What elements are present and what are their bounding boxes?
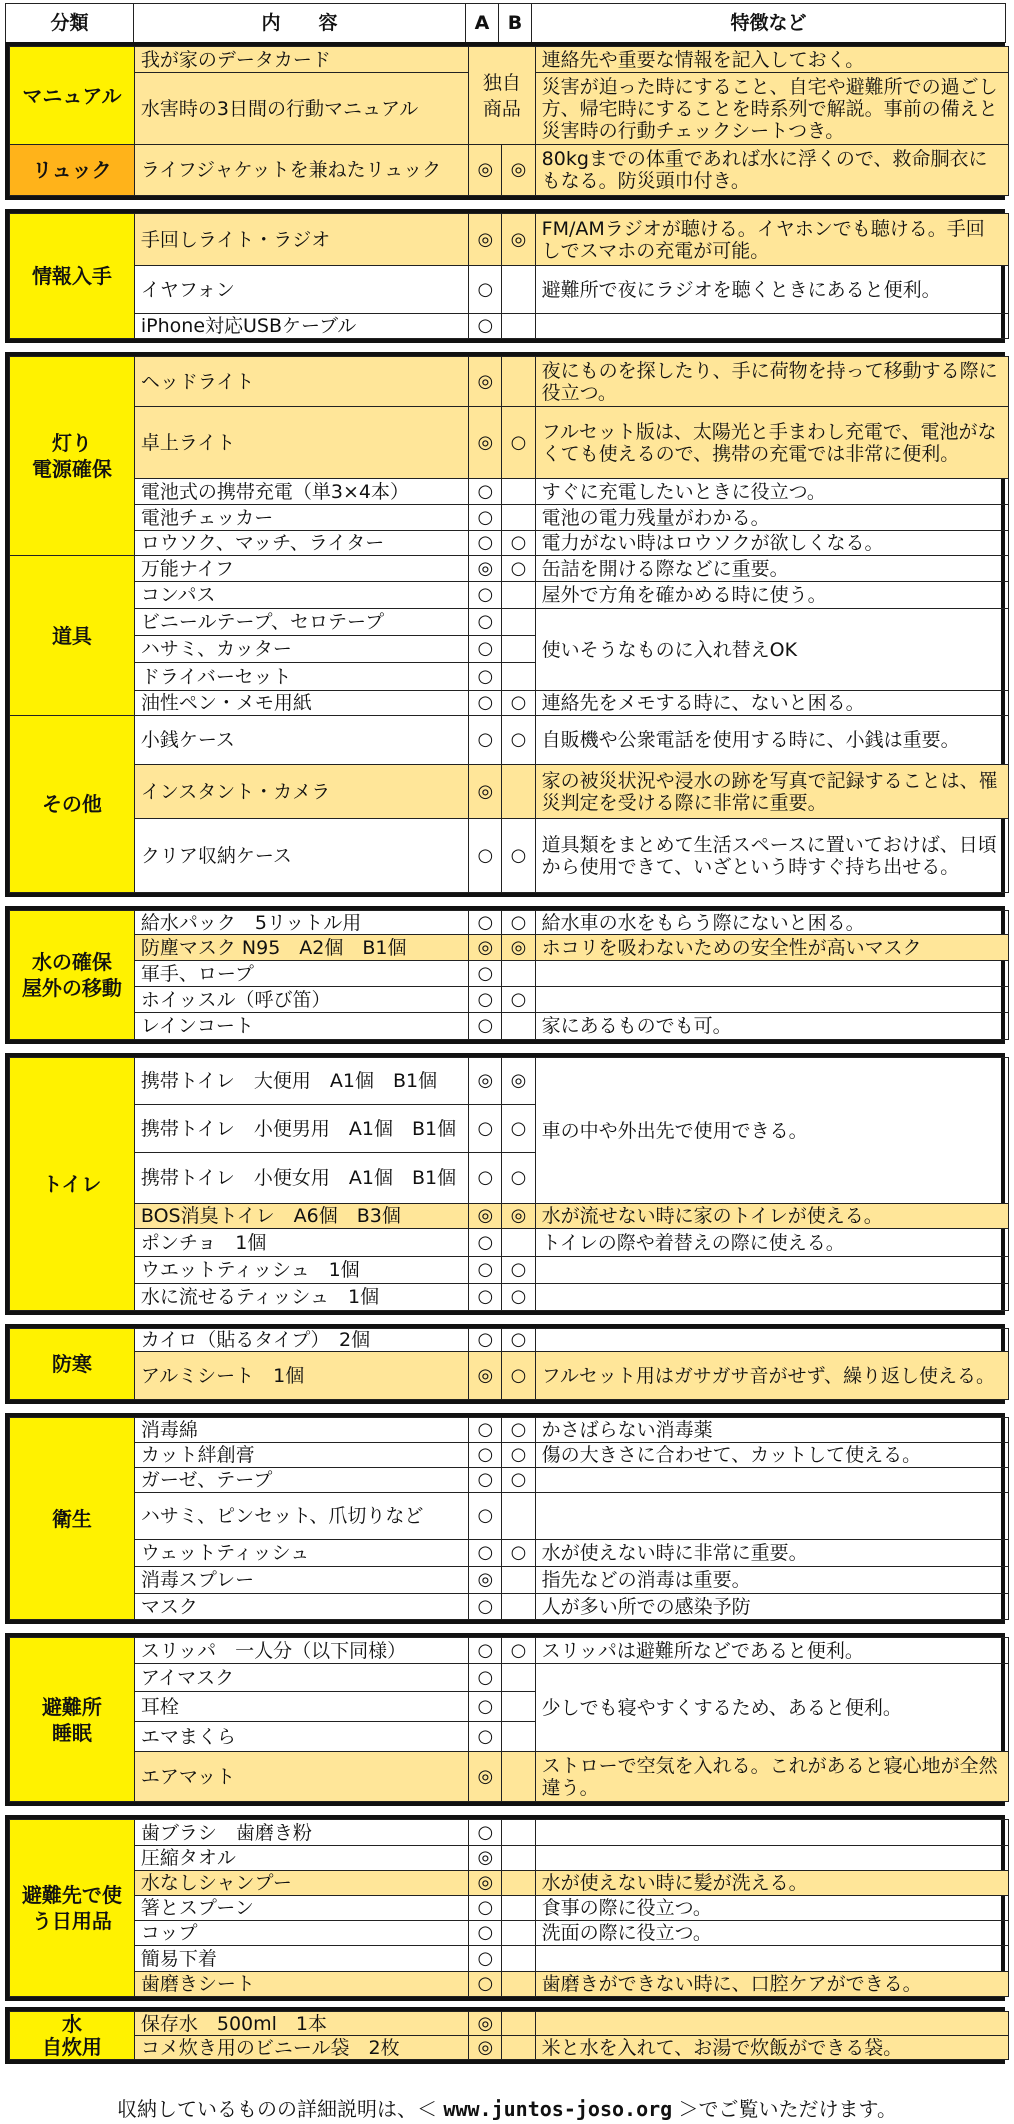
desc-cell: すぐに充電したいときに役立つ。 bbox=[535, 479, 1008, 505]
a-cell: ○ bbox=[469, 266, 502, 314]
item-cell: レインコート bbox=[134, 1013, 468, 1040]
b-cell bbox=[502, 636, 535, 663]
desc-cell: 食事の際に役立つ。 bbox=[535, 1896, 1008, 1921]
desc-cell bbox=[535, 961, 1008, 987]
a-cell: ◎ bbox=[469, 357, 502, 407]
footer-note bbox=[0, 2096, 1014, 2122]
ab-merged-cell bbox=[469, 47, 535, 145]
desc-cell: 車の中や外出先で使用できる。 bbox=[535, 1058, 1008, 1204]
header-features: 特徴など bbox=[532, 4, 1006, 43]
desc-cell: ストローで空気を入れる。これがあると寝心地が全然違う。 bbox=[535, 1752, 1008, 1802]
desc-cell: 自販機や公衆電話を使用する時に、小銭は重要。 bbox=[535, 716, 1008, 765]
item-cell: BOS消臭トイレ A6個 B3個 bbox=[134, 1204, 468, 1229]
item-cell: 軍手、ロープ bbox=[134, 961, 468, 987]
b-cell bbox=[502, 266, 535, 314]
a-cell: ○ bbox=[469, 1946, 502, 1972]
item-cell: ヘッドライト bbox=[134, 357, 468, 407]
b-cell: ○ bbox=[502, 1153, 535, 1204]
a-cell: ○ bbox=[469, 609, 502, 636]
a-cell: ◎ bbox=[469, 2036, 502, 2060]
desc-cell bbox=[535, 2012, 1008, 2036]
a-cell: ◎ bbox=[469, 1871, 502, 1896]
a-cell: ○ bbox=[469, 1664, 502, 1692]
desc-cell: かさばらない消毒薬 bbox=[535, 1418, 1008, 1443]
desc-cell bbox=[535, 1257, 1008, 1284]
desc-cell bbox=[535, 987, 1008, 1013]
item-cell: ハサミ、カッター bbox=[134, 636, 468, 663]
block-water-cooking bbox=[9, 2011, 1009, 2060]
desc-cell: ホコリを吸わないための安全性が高いマスク bbox=[535, 935, 1008, 961]
b-cell: ◎ bbox=[502, 1204, 535, 1229]
desc-cell: 屋外で方角を確かめる時に使う。 bbox=[535, 582, 1008, 609]
desc-cell: 水が流せない時に家のトイレが使える。 bbox=[535, 1204, 1008, 1229]
a-cell: ◎ bbox=[469, 1204, 502, 1229]
category-cell: リュック bbox=[10, 145, 135, 196]
header-b: B bbox=[499, 4, 532, 43]
item-cell: ウェットティッシュ bbox=[134, 1540, 468, 1567]
a-cell: ○ bbox=[469, 1921, 502, 1946]
a-cell: ○ bbox=[469, 582, 502, 609]
a-cell: ○ bbox=[469, 1722, 502, 1752]
item-cell: iPhone対応USBケーブル bbox=[134, 314, 468, 339]
desc-cell bbox=[535, 314, 1008, 339]
item-cell: 給水パック 5リットル用 bbox=[134, 911, 468, 935]
item-cell: マスク bbox=[134, 1594, 468, 1620]
item-cell: 消毒スプレー bbox=[134, 1567, 468, 1594]
b-cell bbox=[502, 357, 535, 407]
category-cell: 道具 bbox=[10, 556, 135, 716]
category-cell: 衛生 bbox=[10, 1418, 135, 1620]
b-cell: ◎ bbox=[502, 935, 535, 961]
item-cell: 耳栓 bbox=[134, 1692, 468, 1722]
a-cell: ○ bbox=[469, 1418, 502, 1443]
category-cell: 灯り 電源確保 bbox=[10, 357, 135, 556]
item-cell: ビニールテープ、セロテープ bbox=[134, 609, 468, 636]
block-cold bbox=[9, 1328, 1009, 1400]
a-cell: ◎ bbox=[469, 2012, 502, 2036]
b-cell: ○ bbox=[502, 691, 535, 716]
desc-cell bbox=[535, 1493, 1008, 1540]
item-cell: エアマット bbox=[134, 1752, 468, 1802]
a-cell: ◎ bbox=[469, 214, 502, 266]
a-cell: ○ bbox=[469, 663, 502, 691]
item-cell: ハサミ、ピンセット、爪切りなど bbox=[134, 1493, 468, 1540]
header-content: 内 容 bbox=[134, 4, 466, 43]
desc-cell: 避難所で夜にラジオを聴くときにあると便利。 bbox=[535, 266, 1008, 314]
b-cell: ○ bbox=[502, 1257, 535, 1284]
desc-cell bbox=[535, 1846, 1008, 1871]
a-cell: ○ bbox=[469, 1594, 502, 1620]
b-cell: ○ bbox=[502, 987, 535, 1013]
category-cell: 情報入手 bbox=[10, 214, 135, 339]
item-cell: アイマスク bbox=[134, 1664, 468, 1692]
a-cell: ○ bbox=[469, 479, 502, 505]
a-cell: ○ bbox=[469, 1153, 502, 1204]
desc-cell: 家の被災状況や浸水の跡を写真で記録することは、罹災判定を受ける際に非常に重要。 bbox=[535, 765, 1008, 819]
b-cell bbox=[502, 1493, 535, 1540]
item-cell: ガーゼ、テープ bbox=[134, 1468, 468, 1493]
a-cell: ◎ bbox=[469, 1058, 502, 1105]
item-cell: 消毒綿 bbox=[134, 1418, 468, 1443]
block-hygiene bbox=[9, 1417, 1009, 1620]
b-cell: ○ bbox=[502, 911, 535, 935]
b-cell bbox=[502, 314, 535, 339]
b-cell bbox=[502, 2036, 535, 2060]
b-cell: ◎ bbox=[502, 145, 535, 196]
b-cell: ○ bbox=[502, 1443, 535, 1468]
a-cell: ◎ bbox=[469, 556, 502, 582]
desc-cell: 災害が迫った時にすること、自宅や避難所での過ごし方、帰宅時にすることを時系列で解説。事前の備えと災害時の行動チェックシートつき。 bbox=[535, 73, 1008, 145]
category-cell: 避難所 睡眠 bbox=[10, 1638, 135, 1802]
item-cell: 箸とスプーン bbox=[134, 1896, 468, 1921]
block-light-tools-other bbox=[9, 356, 1009, 893]
desc-cell bbox=[535, 1946, 1008, 1972]
category-cell: 防寒 bbox=[10, 1329, 135, 1400]
footer-url[interactable]: www.juntos-joso.org bbox=[443, 2097, 673, 2121]
desc-cell: 連絡先や重要な情報を記入しておく。 bbox=[535, 47, 1008, 73]
b-cell bbox=[502, 1567, 535, 1594]
a-cell: ◎ bbox=[469, 765, 502, 819]
item-cell: 水なしシャンプー bbox=[134, 1871, 468, 1896]
b-cell bbox=[502, 1946, 535, 1972]
item-cell: 万能ナイフ bbox=[134, 556, 468, 582]
b-cell: ◎ bbox=[502, 1058, 535, 1105]
b-cell: ◎ bbox=[502, 214, 535, 266]
a-cell: ○ bbox=[469, 1105, 502, 1153]
b-cell: ○ bbox=[502, 1468, 535, 1493]
b-cell: ○ bbox=[502, 407, 535, 479]
item-cell: 手回しライト・ラジオ bbox=[134, 214, 468, 266]
a-cell: ○ bbox=[469, 716, 502, 765]
item-cell: ウエットティッシュ 1個 bbox=[134, 1257, 468, 1284]
b-cell bbox=[502, 582, 535, 609]
item-cell: コメ炊き用のビニール袋 2枚 bbox=[134, 2036, 468, 2060]
b-cell: ○ bbox=[502, 556, 535, 582]
a-cell: ◎ bbox=[469, 145, 502, 196]
b-cell bbox=[502, 1664, 535, 1692]
b-cell bbox=[502, 961, 535, 987]
a-cell: ○ bbox=[469, 1468, 502, 1493]
b-cell bbox=[502, 609, 535, 636]
desc-cell bbox=[535, 1284, 1008, 1311]
a-cell: ○ bbox=[469, 531, 502, 556]
category-cell: 避難先で使う日用品 bbox=[10, 1820, 135, 1997]
category-cell: マニュアル bbox=[10, 47, 135, 145]
item-cell: インスタント・カメラ bbox=[134, 765, 468, 819]
desc-cell: 夜にものを探したり、手に荷物を持って移動する際に役立つ。 bbox=[535, 357, 1008, 407]
desc-cell: 80kgまでの体重であれば水に浮くので、救命胴衣にもなる。防災頭巾付き。 bbox=[535, 145, 1008, 196]
item-cell: 我が家のデータカード bbox=[134, 47, 468, 73]
a-cell: ○ bbox=[469, 314, 502, 339]
item-cell: アルミシート 1個 bbox=[134, 1352, 468, 1400]
b-cell bbox=[502, 2012, 535, 2036]
b-cell: ○ bbox=[502, 531, 535, 556]
item-cell: 歯ブラシ 歯磨き粉 bbox=[134, 1820, 468, 1846]
a-cell: ◎ bbox=[469, 1752, 502, 1802]
desc-cell: 道具類をまとめて生活スペースに置いておけば、日頃から使用できて、いざという時すぐ持ち出せる。 bbox=[535, 819, 1008, 893]
item-cell: 電池式の携帯充電（単3×4本） bbox=[134, 479, 468, 505]
item-cell: イヤフォン bbox=[134, 266, 468, 314]
desc-cell: 水が使えない時に髪が洗える。 bbox=[535, 1871, 1008, 1896]
desc-cell: フルセット版は、太陽光と手まわし充電で、電池がなくても使えるので、携帯の充電では非常に便利。 bbox=[535, 407, 1008, 479]
block-manual bbox=[9, 46, 1009, 196]
item-cell: コップ bbox=[134, 1921, 468, 1946]
item-cell: エマまくら bbox=[134, 1722, 468, 1752]
item-cell: 携帯トイレ 小便男用 A1個 B1個 bbox=[134, 1105, 468, 1153]
desc-cell: 人が多い所での感染予防 bbox=[535, 1594, 1008, 1620]
desc-cell: 指先などの消毒は重要。 bbox=[535, 1567, 1008, 1594]
desc-cell bbox=[535, 1329, 1008, 1352]
desc-cell bbox=[535, 1468, 1008, 1493]
b-cell bbox=[502, 765, 535, 819]
item-cell: ロウソク、マッチ、ライター bbox=[134, 531, 468, 556]
desc-cell: 電池の電力残量がわかる。 bbox=[535, 505, 1008, 531]
block-shelter-sleep bbox=[9, 1637, 1009, 1802]
b-cell bbox=[502, 1972, 535, 1997]
a-cell: ◎ bbox=[469, 1846, 502, 1871]
a-cell: ◎ bbox=[469, 407, 502, 479]
a-cell: ◎ bbox=[469, 1352, 502, 1400]
b-cell bbox=[502, 1013, 535, 1040]
b-cell bbox=[502, 1594, 535, 1620]
b-cell bbox=[502, 505, 535, 531]
a-cell: ○ bbox=[469, 505, 502, 531]
desc-cell: 家にあるものでも可。 bbox=[535, 1013, 1008, 1040]
item-cell: 簡易下着 bbox=[134, 1946, 468, 1972]
desc-cell: 連絡先をメモする時に、ないと困る。 bbox=[535, 691, 1008, 716]
category-cell: 水の確保 屋外の移動 bbox=[10, 911, 135, 1040]
a-cell: ○ bbox=[469, 1257, 502, 1284]
a-cell: ○ bbox=[469, 1229, 502, 1257]
desc-cell: スリッパは避難所などであると便利。 bbox=[535, 1638, 1008, 1664]
a-cell: ○ bbox=[469, 911, 502, 935]
desc-cell: 少しでも寝やすくするため、あると便利。 bbox=[535, 1664, 1008, 1752]
category-cell: その他 bbox=[10, 716, 135, 893]
category-cell: 水 自炊用 bbox=[10, 2012, 135, 2060]
a-cell: ○ bbox=[469, 1329, 502, 1352]
item-cell: カイロ（貼るタイプ） 2個 bbox=[134, 1329, 468, 1352]
item-cell: ドライバーセット bbox=[134, 663, 468, 691]
desc-cell: フルセット用はガサガサ音がせず、繰り返し使える。 bbox=[535, 1352, 1008, 1400]
a-cell: ○ bbox=[469, 1493, 502, 1540]
a-cell: ○ bbox=[469, 1972, 502, 1997]
item-cell: 携帯トイレ 大便用 A1個 B1個 bbox=[134, 1058, 468, 1105]
b-cell bbox=[502, 1752, 535, 1802]
b-cell bbox=[502, 1692, 535, 1722]
b-cell bbox=[502, 1229, 535, 1257]
a-cell: ○ bbox=[469, 636, 502, 663]
b-cell bbox=[502, 1896, 535, 1921]
a-cell: ○ bbox=[469, 1692, 502, 1722]
b-cell bbox=[502, 1846, 535, 1871]
item-cell: コンパス bbox=[134, 582, 468, 609]
block-daily-goods bbox=[9, 1819, 1009, 1997]
a-cell: ○ bbox=[469, 819, 502, 893]
desc-cell: トイレの際や着替えの際に使える。 bbox=[535, 1229, 1008, 1257]
desc-cell: 給水車の水をもらう際にないと困る。 bbox=[535, 911, 1008, 935]
a-cell: ○ bbox=[469, 1284, 502, 1311]
item-cell: 防塵マスク N95 A2個 B1個 bbox=[134, 935, 468, 961]
block-info bbox=[9, 213, 1009, 339]
b-cell: ○ bbox=[502, 1284, 535, 1311]
footer-text-before: 収納しているものの詳細説明は、＜ bbox=[117, 2097, 444, 2121]
desc-cell: 缶詰を開ける際などに重要。 bbox=[535, 556, 1008, 582]
table-header bbox=[5, 3, 1006, 43]
desc-cell: FM/AMラジオが聴ける。イヤホンでも聴ける。手回しでスマホの充電が可能。 bbox=[535, 214, 1008, 266]
b-cell bbox=[502, 663, 535, 691]
b-cell: ○ bbox=[502, 1329, 535, 1352]
checklist bbox=[5, 3, 1005, 2064]
a-cell: ○ bbox=[469, 1896, 502, 1921]
a-cell: ○ bbox=[469, 691, 502, 716]
item-cell: 水害時の3日間の行動マニュアル bbox=[134, 73, 468, 145]
footer-text-after: ＞でご覧いただけます。 bbox=[672, 2097, 897, 2121]
a-cell: ○ bbox=[469, 1013, 502, 1040]
item-cell: 電池チェッカー bbox=[134, 505, 468, 531]
desc-cell: 水が使えない時に非常に重要。 bbox=[535, 1540, 1008, 1567]
item-cell: ホイッスル（呼び笛） bbox=[134, 987, 468, 1013]
desc-cell: 米と水を入れて、お湯で炊飯ができる袋。 bbox=[535, 2036, 1008, 2060]
category-cell: トイレ bbox=[10, 1058, 135, 1311]
item-cell: クリア収納ケース bbox=[134, 819, 468, 893]
header-a: A bbox=[466, 4, 499, 43]
desc-cell: 歯磨きができない時に、口腔ケアができる。 bbox=[535, 1972, 1008, 1997]
b-cell: ○ bbox=[502, 1105, 535, 1153]
b-cell: ○ bbox=[502, 819, 535, 893]
b-cell bbox=[502, 479, 535, 505]
b-cell: ○ bbox=[502, 1352, 535, 1400]
a-cell: ○ bbox=[469, 1443, 502, 1468]
header-category: 分類 bbox=[6, 4, 134, 43]
desc-cell: 使いそうなものに入れ替えOK bbox=[535, 609, 1008, 691]
a-cell: ◎ bbox=[469, 935, 502, 961]
b-cell bbox=[502, 1820, 535, 1846]
desc-cell: 傷の大きさに合わせて、カットして使える。 bbox=[535, 1443, 1008, 1468]
b-cell: ○ bbox=[502, 1540, 535, 1567]
block-toilet bbox=[9, 1057, 1009, 1311]
b-cell bbox=[502, 1871, 535, 1896]
item-cell: カット絆創膏 bbox=[134, 1443, 468, 1468]
block-water-outdoor bbox=[9, 910, 1009, 1040]
b-cell: ○ bbox=[502, 1638, 535, 1664]
item-cell: スリッパ 一人分（以下同様） bbox=[134, 1638, 468, 1664]
a-cell: ○ bbox=[469, 1638, 502, 1664]
item-cell: 小銭ケース bbox=[134, 716, 468, 765]
b-cell: ○ bbox=[502, 1418, 535, 1443]
a-cell: ○ bbox=[469, 961, 502, 987]
b-cell: ○ bbox=[502, 716, 535, 765]
desc-cell: 電力がない時はロウソクが欲しくなる。 bbox=[535, 531, 1008, 556]
b-cell bbox=[502, 1921, 535, 1946]
a-cell: ○ bbox=[469, 987, 502, 1013]
item-cell: 保存水 500ml 1本 bbox=[134, 2012, 468, 2036]
item-cell: 圧縮タオル bbox=[134, 1846, 468, 1871]
desc-cell: 洗面の際に役立つ。 bbox=[535, 1921, 1008, 1946]
item-cell: 卓上ライト bbox=[134, 407, 468, 479]
a-cell: ○ bbox=[469, 1820, 502, 1846]
item-cell: 歯磨きシート bbox=[134, 1972, 468, 1997]
item-cell: 油性ペン・メモ用紙 bbox=[134, 691, 468, 716]
item-cell: ポンチョ 1個 bbox=[134, 1229, 468, 1257]
original-product-label: 独自商品 bbox=[482, 71, 521, 120]
b-cell bbox=[502, 1722, 535, 1752]
a-cell: ◎ bbox=[469, 1567, 502, 1594]
desc-cell bbox=[535, 1820, 1008, 1846]
item-cell: 水に流せるティッシュ 1個 bbox=[134, 1284, 468, 1311]
item-cell: 携帯トイレ 小便女用 A1個 B1個 bbox=[134, 1153, 468, 1204]
a-cell: ○ bbox=[469, 1540, 502, 1567]
item-cell: ライフジャケットを兼ねたリュック bbox=[134, 145, 468, 196]
